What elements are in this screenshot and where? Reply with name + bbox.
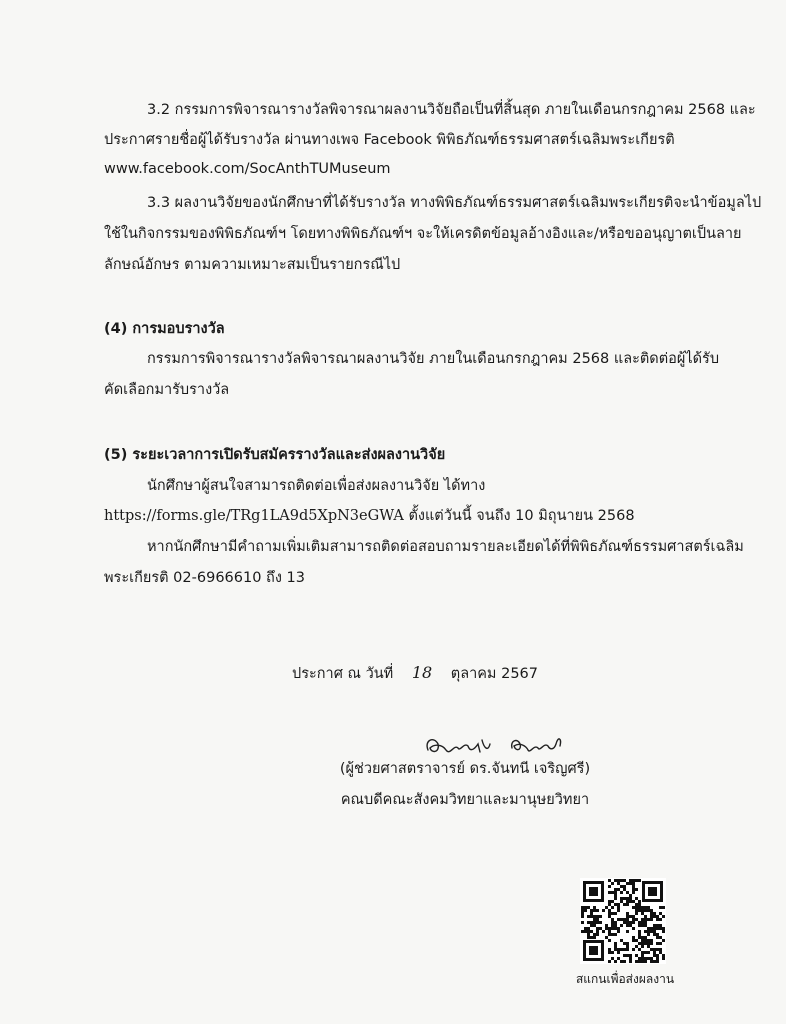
announcement-date <box>292 664 538 683</box>
section-5-line-3: หากนักศึกษามีคำถามเพิ่มเติมสามารถติดต่อสอบถามรายละเอียดได้ที่พิพิธภัณฑ์ธรรมศาสตร์เฉลิม <box>147 539 744 555</box>
announcement-month-year: ตุลาคม 2567 <box>450 666 538 682</box>
section-4-line-2: คัดเลือกมารับรางวัล <box>104 382 230 398</box>
section-4-line-1: กรรมการพิจารณารางวัลพิจารณาผลงานวิจัย ภายในเดือนกรกฎาคม 2568 และติดต่อผู้ได้รับ <box>147 351 720 367</box>
paragraph-3-3-line-3: ลักษณ์อักษร ตามความเหมาะสมเป็นรายกรณีไป <box>104 257 401 273</box>
submission-deadline: ตั้งแต่วันนี้ จนถึง 10 มิถุนายน 2568 <box>403 508 635 524</box>
announcement-prefix: ประกาศ ณ วันที่ <box>292 666 394 682</box>
signatory-position: คณบดีคณะสังคมวิทยาและมานุษยวิทยา <box>340 792 590 808</box>
facebook-url: www.facebook.com/SocAnthTUMuseum <box>104 161 391 177</box>
section-5-url-line <box>104 507 635 525</box>
paragraph-3-3-line-2: ใช้ในกิจกรรมของพิพิธภัณฑ์ฯ โดยทางพิพิธภัณฑ์ฯ จะให้เครดิตข้อมูลอ้างอิงและ/หรือขออนุญาตเป็นลาย <box>104 226 742 242</box>
qr-code[interactable] <box>580 878 666 964</box>
handwritten-signature <box>420 730 590 760</box>
section-5-line-1: นักศึกษาผู้สนใจสามารถติดต่อเพื่อส่งผลงานวิจัย ได้ทาง <box>147 478 486 494</box>
qr-caption: สแกนเพื่อส่งผลงาน <box>575 972 675 986</box>
announcement-day: 18 <box>411 663 433 682</box>
section-4-heading: (4) การมอบรางวัล <box>104 321 225 337</box>
paragraph-3-3-line-1: 3.3 ผลงานวิจัยของนักศึกษาที่ได้รับรางวัล ทางพิพิธภัณฑ์ธรรมศาสตร์เฉลิมพระเกียรติจะนำข้อมูลไป <box>147 195 762 211</box>
section-5-heading: (5) ระยะเวลาการเปิดรับสมัครรางวัลและส่งผลงานวิจัย <box>104 447 446 463</box>
signatory-name: (ผู้ช่วยศาสตราจารย์ ดร.จันทนี เจริญศรี) <box>339 761 591 777</box>
paragraph-3-2-line-2: ประกาศรายชื่อผู้ได้รับรางวัล ผ่านทางเพจ Facebook พิพิธภัณฑ์ธรรมศาสตร์เฉลิมพระเกียรติ <box>104 132 675 148</box>
paragraph-3-2-line-1: 3.2 กรรมการพิจารณารางวัลพิจารณาผลงานวิจัยถือเป็นที่สิ้นสุด ภายในเดือนกรกฎาคม 2568 และ <box>147 102 756 118</box>
section-5-line-4: พระเกียรติ 02-6966610 ถึง 13 <box>104 570 305 586</box>
submission-form-link[interactable]: https://forms.gle/TRg1LA9d5XpN3eGWA <box>104 508 404 524</box>
